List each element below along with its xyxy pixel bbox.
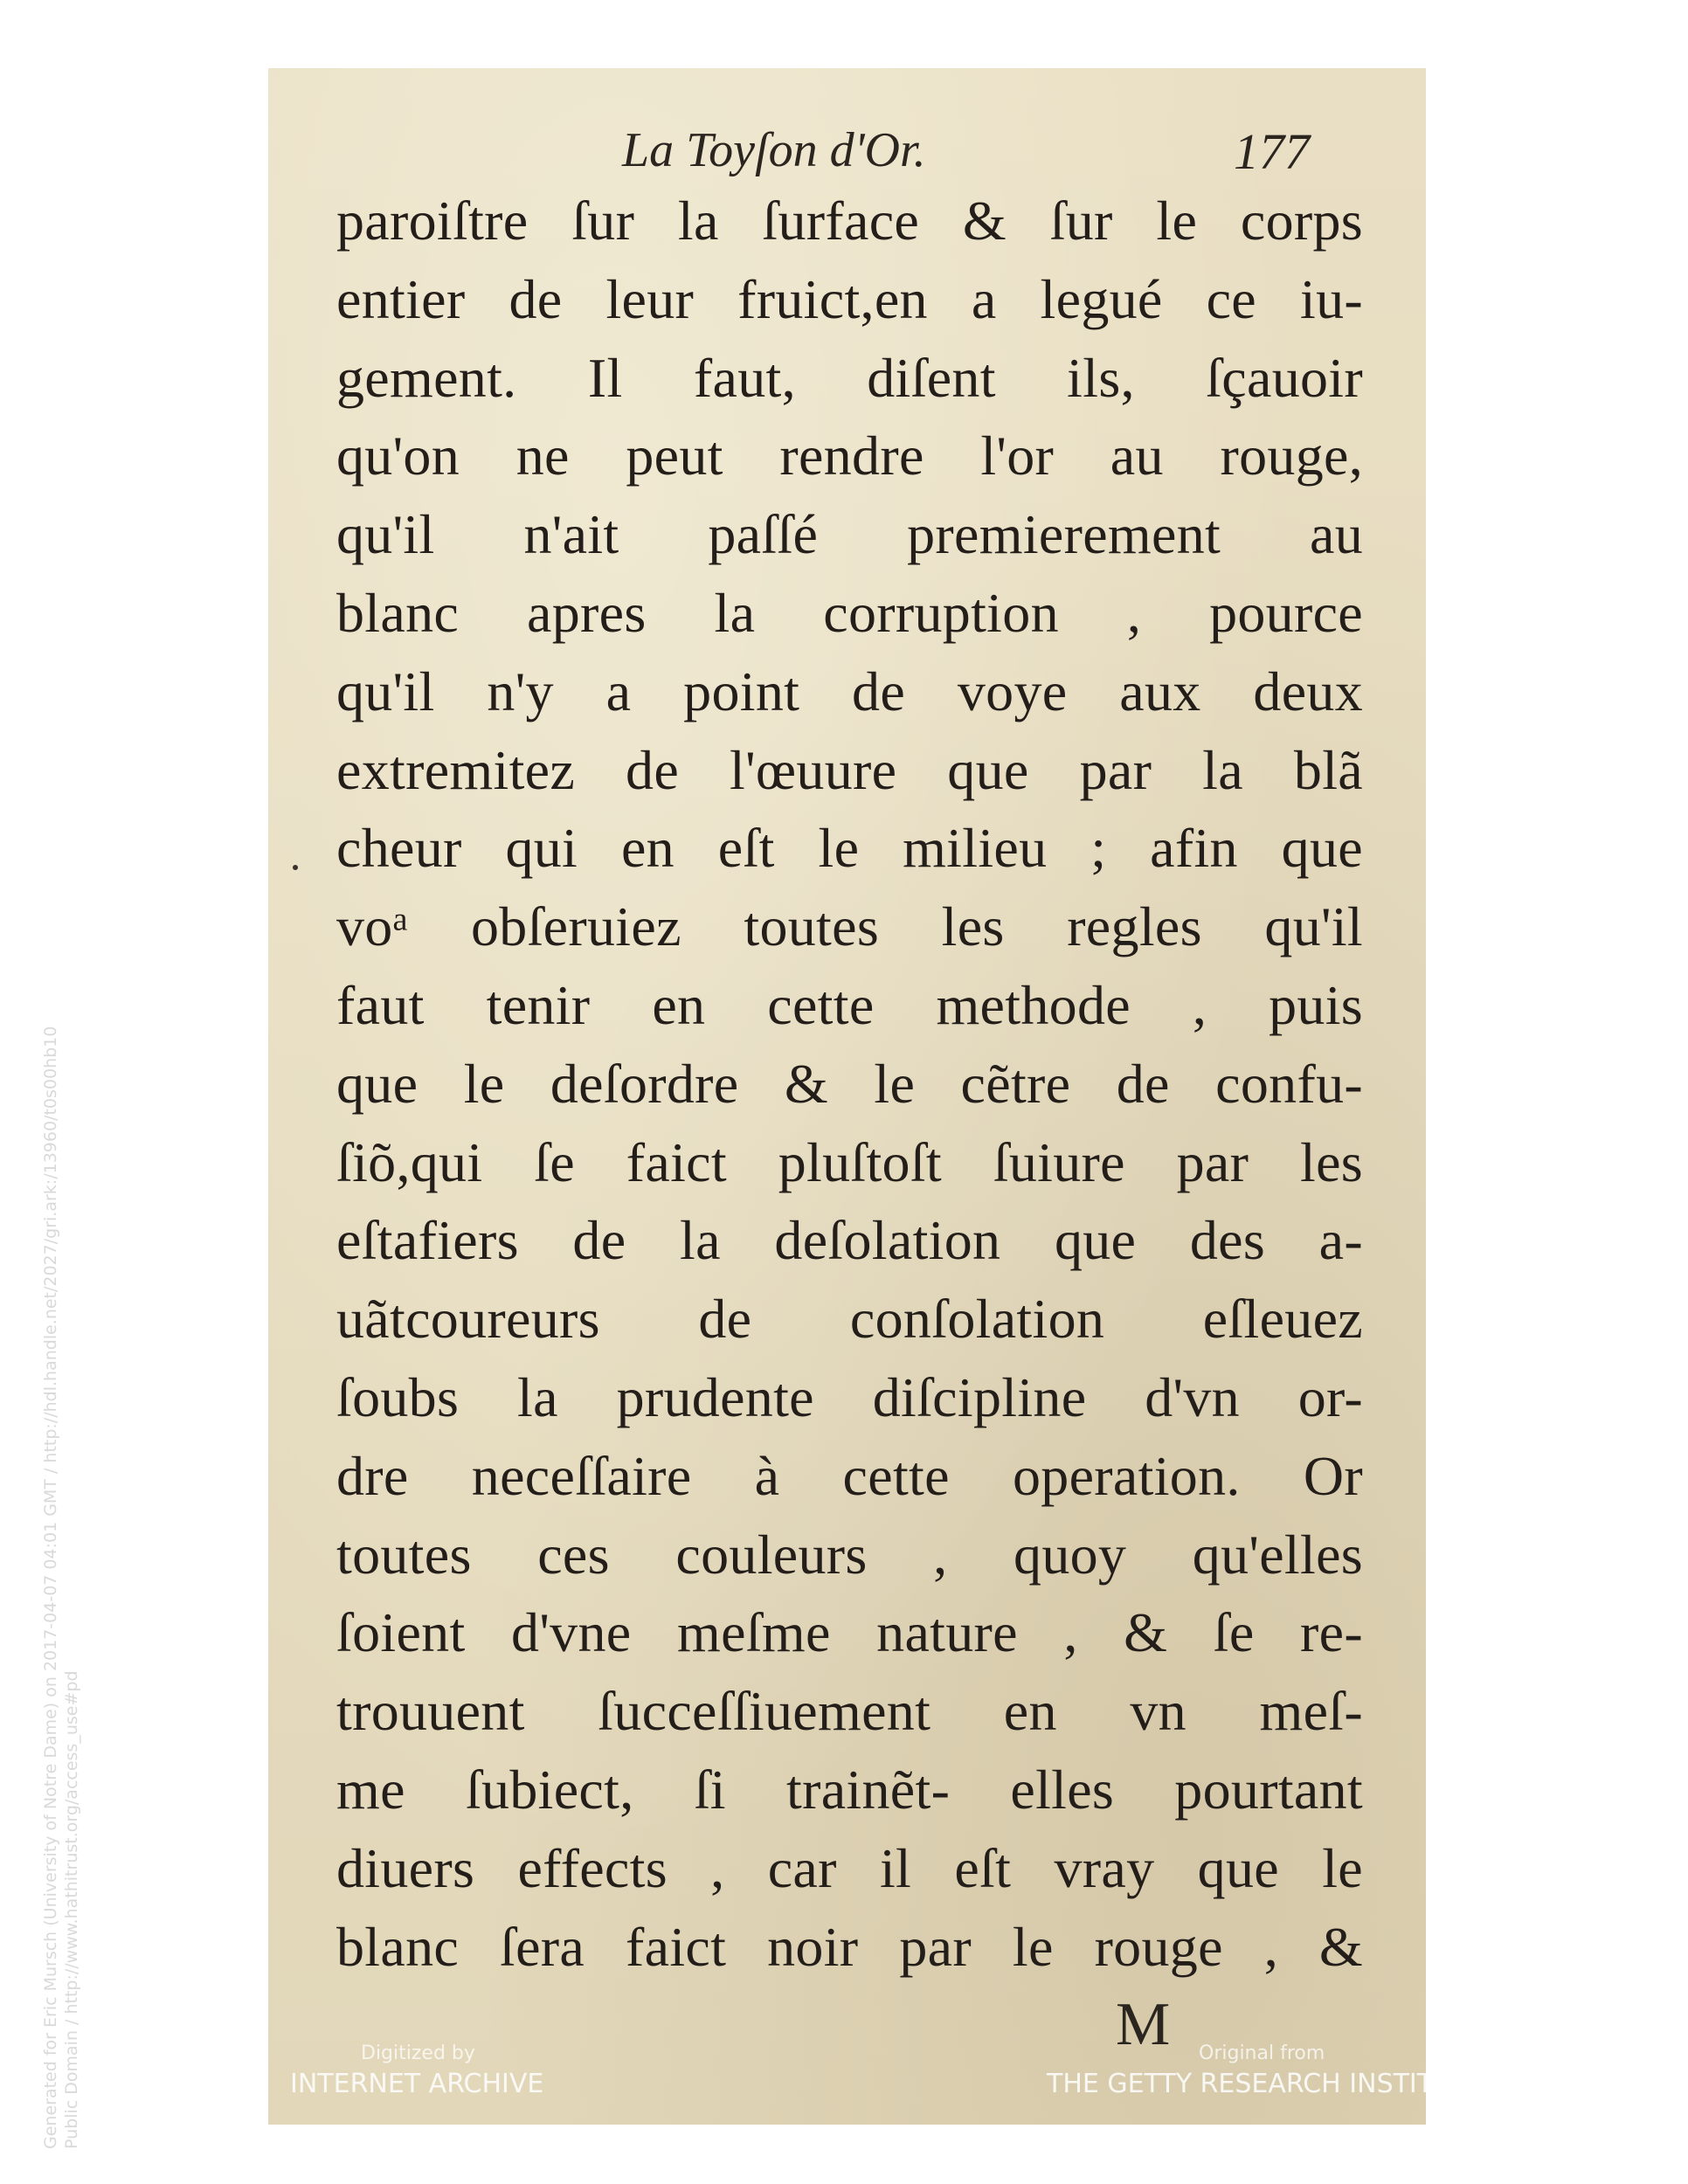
text-line: blanc apres la corruption , pource xyxy=(336,581,1363,644)
text-line: ſoient d'vne meſme nature , & ſe re- xyxy=(336,1601,1363,1664)
running-head-title: La Toyſon d'Or. xyxy=(622,123,926,177)
scanned-page xyxy=(268,68,1426,2125)
text-line: qu'il n'ait paſſé premierement au xyxy=(336,503,1363,566)
signature-mark: M xyxy=(1116,1991,1171,2058)
text-line: gement. Il faut, diſent ils, ſçauoir xyxy=(336,346,1363,409)
text-line: ſiõ,qui ſe faict pluſtoſt ſuiure par les xyxy=(336,1130,1363,1193)
body-text xyxy=(336,182,1363,1986)
getty-institute-watermark: THE GETTY RESEARCH INSTITUTE xyxy=(1047,2069,1485,2099)
text-line: paroiſtre ſur la ſurface & ſur le corps xyxy=(336,190,1363,252)
text-line: me ſubiect, ſi trainẽt- elles pourtant xyxy=(336,1758,1363,1821)
page-number: 177 xyxy=(1234,123,1310,180)
text-line: qu'il n'y a point de voye aux deux xyxy=(336,660,1363,722)
text-line: faut tenir en cette methode , puis xyxy=(336,973,1363,1036)
internet-archive-watermark: INTERNET ARCHIVE xyxy=(290,2069,544,2099)
text-line: cheur qui en eſt le milieu ; afin que xyxy=(336,817,1363,880)
text-line: dre neceſſaire à cette operation. Or xyxy=(336,1444,1363,1507)
text-line: qu'on ne peut rendre l'or au rouge, xyxy=(336,425,1363,487)
text-line: ſoubs la prudente diſcipline d'vn or- xyxy=(336,1365,1363,1428)
text-line: diuers effects , car il eſt vray que le xyxy=(336,1836,1363,1899)
generation-notice xyxy=(40,804,82,2149)
text-line: voᵃ obſeruiez toutes les regles qu'il xyxy=(336,895,1363,958)
text-line: extremitez de l'œuure que par la blã xyxy=(336,738,1363,801)
text-line: trouuent ſucceſſiuement en vn meſ- xyxy=(336,1680,1363,1743)
original-from-label: Original from xyxy=(1199,2042,1325,2064)
text-line: blanc ſera faict noir par le rouge , & xyxy=(336,1915,1363,1978)
text-line: uãtcoureurs de conſolation eſleuez xyxy=(336,1288,1363,1351)
text-line: entier de leur fruict,en a legué ce iu- xyxy=(336,267,1363,330)
text-line: que le deſordre & le cẽtre de confu- xyxy=(336,1052,1363,1115)
text-line: eſtafiers de la deſolation que des a- xyxy=(336,1209,1363,1272)
generation-notice-line-1: Generated for Eric Mursch (University of Notre Dame) on 2017-04-07 04:01 GMT / http://hdl.handle.net/2027/gri.ark:/13960/t0s00hb10 xyxy=(41,1026,60,2149)
generation-notice-line-2: Public Domain / http://www.hathitrust.org/access_use#pd xyxy=(62,1670,81,2149)
margin-dot xyxy=(293,865,298,870)
digitized-by-label: Digitized by xyxy=(361,2042,475,2064)
text-line: toutes ces couleurs , quoy qu'elles xyxy=(336,1523,1363,1586)
